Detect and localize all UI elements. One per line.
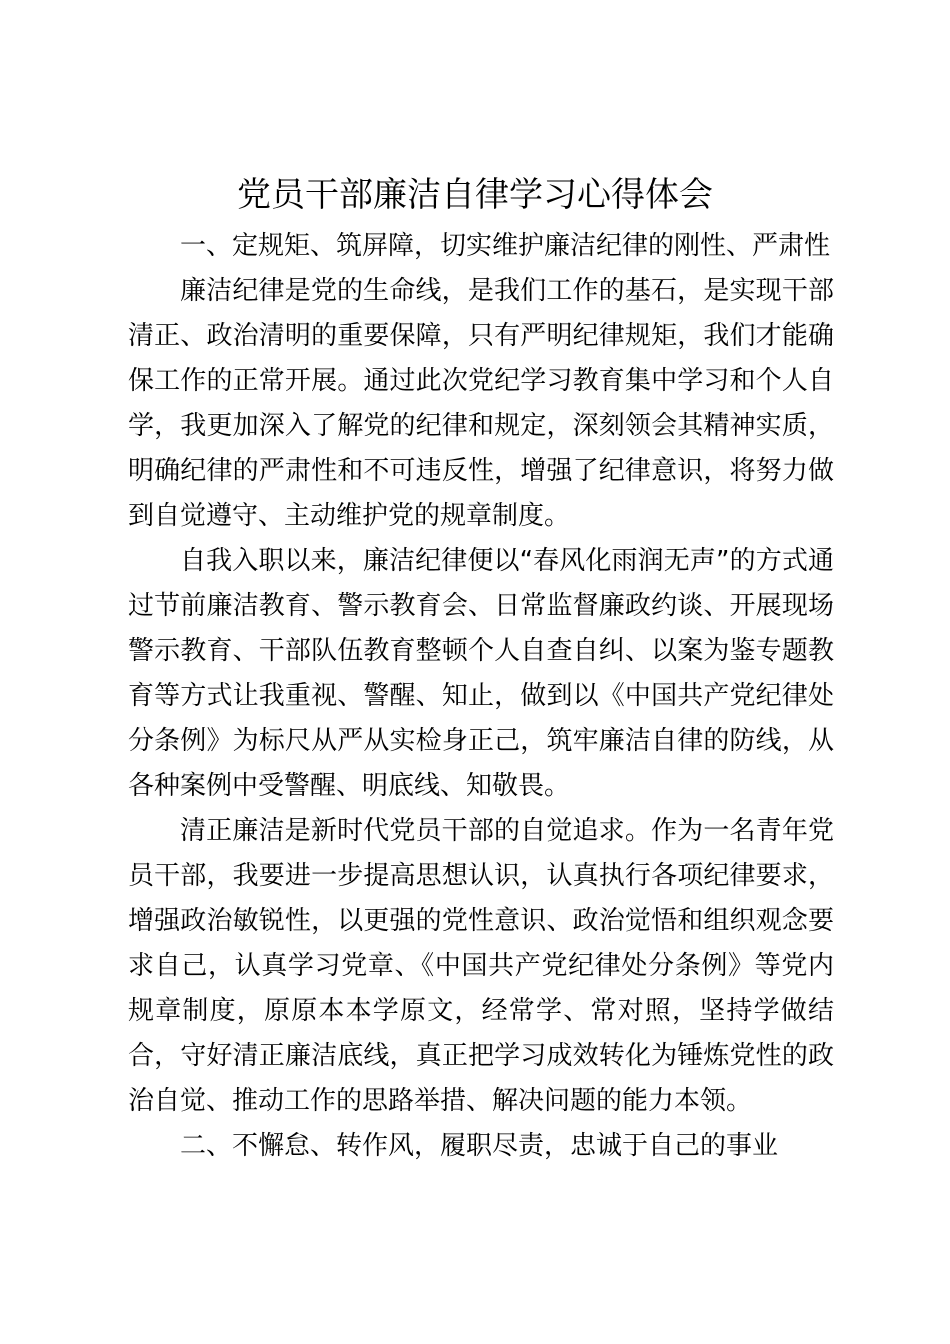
document-body xyxy=(128,224,834,1169)
paragraph-3: 清正廉洁是新时代党员干部的自觉追求。作为一名青年党员干部，我要进一步提高思想认识，认真执行各项纪律要求，增强政治敏锐性，以更强的党性意识、政治觉悟和组织观念要求自己，认真学习党章、《中国共产党纪律处分条例》等党内规章制度，原原本本学原文，经常学、常对照，坚持学做结合，守好清正廉洁底线，真正把学习成效转化为锤炼党性的政治自觉、推动工作的思路举措、解决问题的能力本领。 xyxy=(128,816,834,1116)
paragraph-2: 自我入职以来，廉洁纪律便以“春风化雨润无声”的方式通过节前廉洁教育、警示教育会、日常监督廉政约谈、开展现场警示教育、干部队伍教育整顿个人自查自纠、以案为鉴专题教育等方式让我重视、警醒、知止，做到以《中国共产党纪律处分条例》为标尺从严从实检身正己，筑牢廉洁自律的防线，从各种案例中受警醒、明底线、知敬畏。 xyxy=(128,546,834,801)
section-heading-1: 一、定规矩、筑屏障，切实维护廉洁纪律的刚性、严肃性 xyxy=(180,231,831,261)
paragraph-1: 廉洁纪律是党的生命线，是我们工作的基石，是实现干部清正、政治清明的重要保障，只有严明纪律规矩，我们才能确保工作的正常开展。通过此次党纪学习教育集中学习和个人自学，我更加深入了解党的纪律和规定，深刻领会其精神实质，明确纪律的严肃性和不可违反性，增强了纪律意识，将努力做到自觉遵守、主动维护党的规章制度。 xyxy=(128,276,834,531)
section-heading-2: 二、不懈怠、转作风，履职尽责，忠诚于自己的事业 xyxy=(180,1131,779,1161)
document-title: 党员干部廉洁自律学习心得体会 xyxy=(237,175,713,215)
